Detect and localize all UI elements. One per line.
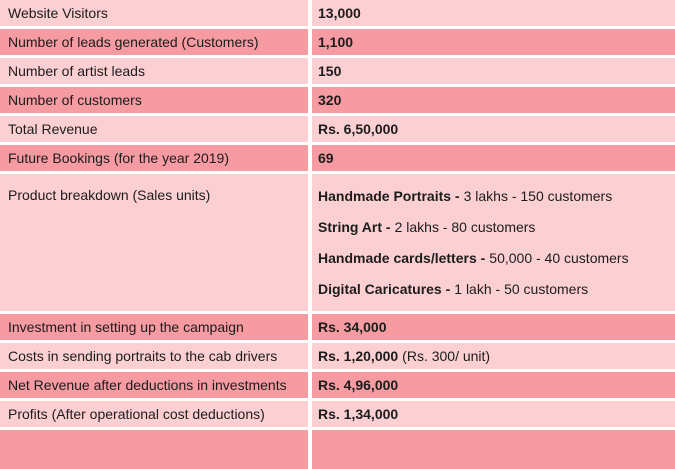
table-row xyxy=(0,314,675,343)
product-name: Handmade Portraits - xyxy=(318,188,460,204)
product-name: Handmade cards/letters - xyxy=(318,250,486,266)
row-value: Rs. 34,000 xyxy=(318,319,387,335)
row-label: Net Revenue after deductions in investments xyxy=(0,372,312,398)
row-value xyxy=(312,430,675,469)
table-row xyxy=(0,343,675,372)
row-value: Rs. 1,34,000 xyxy=(318,406,399,422)
product-detail: 2 lakhs - 80 customers xyxy=(394,219,536,235)
table-row xyxy=(0,29,675,58)
row-value-amount: Rs. 1,20,000 xyxy=(318,348,399,364)
row-value: 150 xyxy=(318,63,342,79)
row-label: Number of leads generated (Customers) xyxy=(0,29,312,55)
table-row xyxy=(0,145,675,174)
table-row xyxy=(0,87,675,116)
product-name: String Art - xyxy=(318,219,391,235)
product-detail: 50,000 - 40 customers xyxy=(489,250,629,266)
table-row xyxy=(0,116,675,145)
row-value xyxy=(312,174,675,311)
product-line xyxy=(318,218,535,236)
row-value: 1,100 xyxy=(318,34,354,50)
row-value-note: (Rs. 300/ unit) xyxy=(402,348,491,364)
row-label: Total Revenue xyxy=(0,116,312,142)
table-row xyxy=(0,372,675,401)
row-value: Rs. 4,96,000 xyxy=(318,377,399,393)
row-label: Number of customers xyxy=(0,87,312,113)
row-label xyxy=(0,430,312,469)
product-detail: 1 lakh - 50 customers xyxy=(454,281,589,297)
row-label: Website Visitors xyxy=(0,0,312,26)
row-value: 320 xyxy=(318,92,342,108)
row-value: 69 xyxy=(318,150,334,166)
row-label: Number of artist leads xyxy=(0,58,312,84)
table-row-product-breakdown xyxy=(0,174,675,314)
row-label: Investment in setting up the campaign xyxy=(0,314,312,340)
product-line xyxy=(318,187,612,205)
row-value: Rs. 6,50,000 xyxy=(318,121,399,137)
product-line xyxy=(318,249,629,267)
product-detail: 3 lakhs - 150 customers xyxy=(463,188,613,204)
table-row xyxy=(0,401,675,430)
table-row-partial xyxy=(0,430,675,469)
table-row xyxy=(0,0,675,29)
row-value xyxy=(312,343,675,369)
row-label: Profits (After operational cost deductions) xyxy=(0,401,312,427)
row-label: Future Bookings (for the year 2019) xyxy=(0,145,312,171)
product-line xyxy=(318,280,588,298)
product-name: Digital Caricatures - xyxy=(318,281,451,297)
table-row xyxy=(0,58,675,87)
row-label: Product breakdown (Sales units) xyxy=(0,174,312,311)
row-value: 13,000 xyxy=(318,5,361,21)
row-label: Costs in sending portraits to the cab drivers xyxy=(0,343,312,369)
